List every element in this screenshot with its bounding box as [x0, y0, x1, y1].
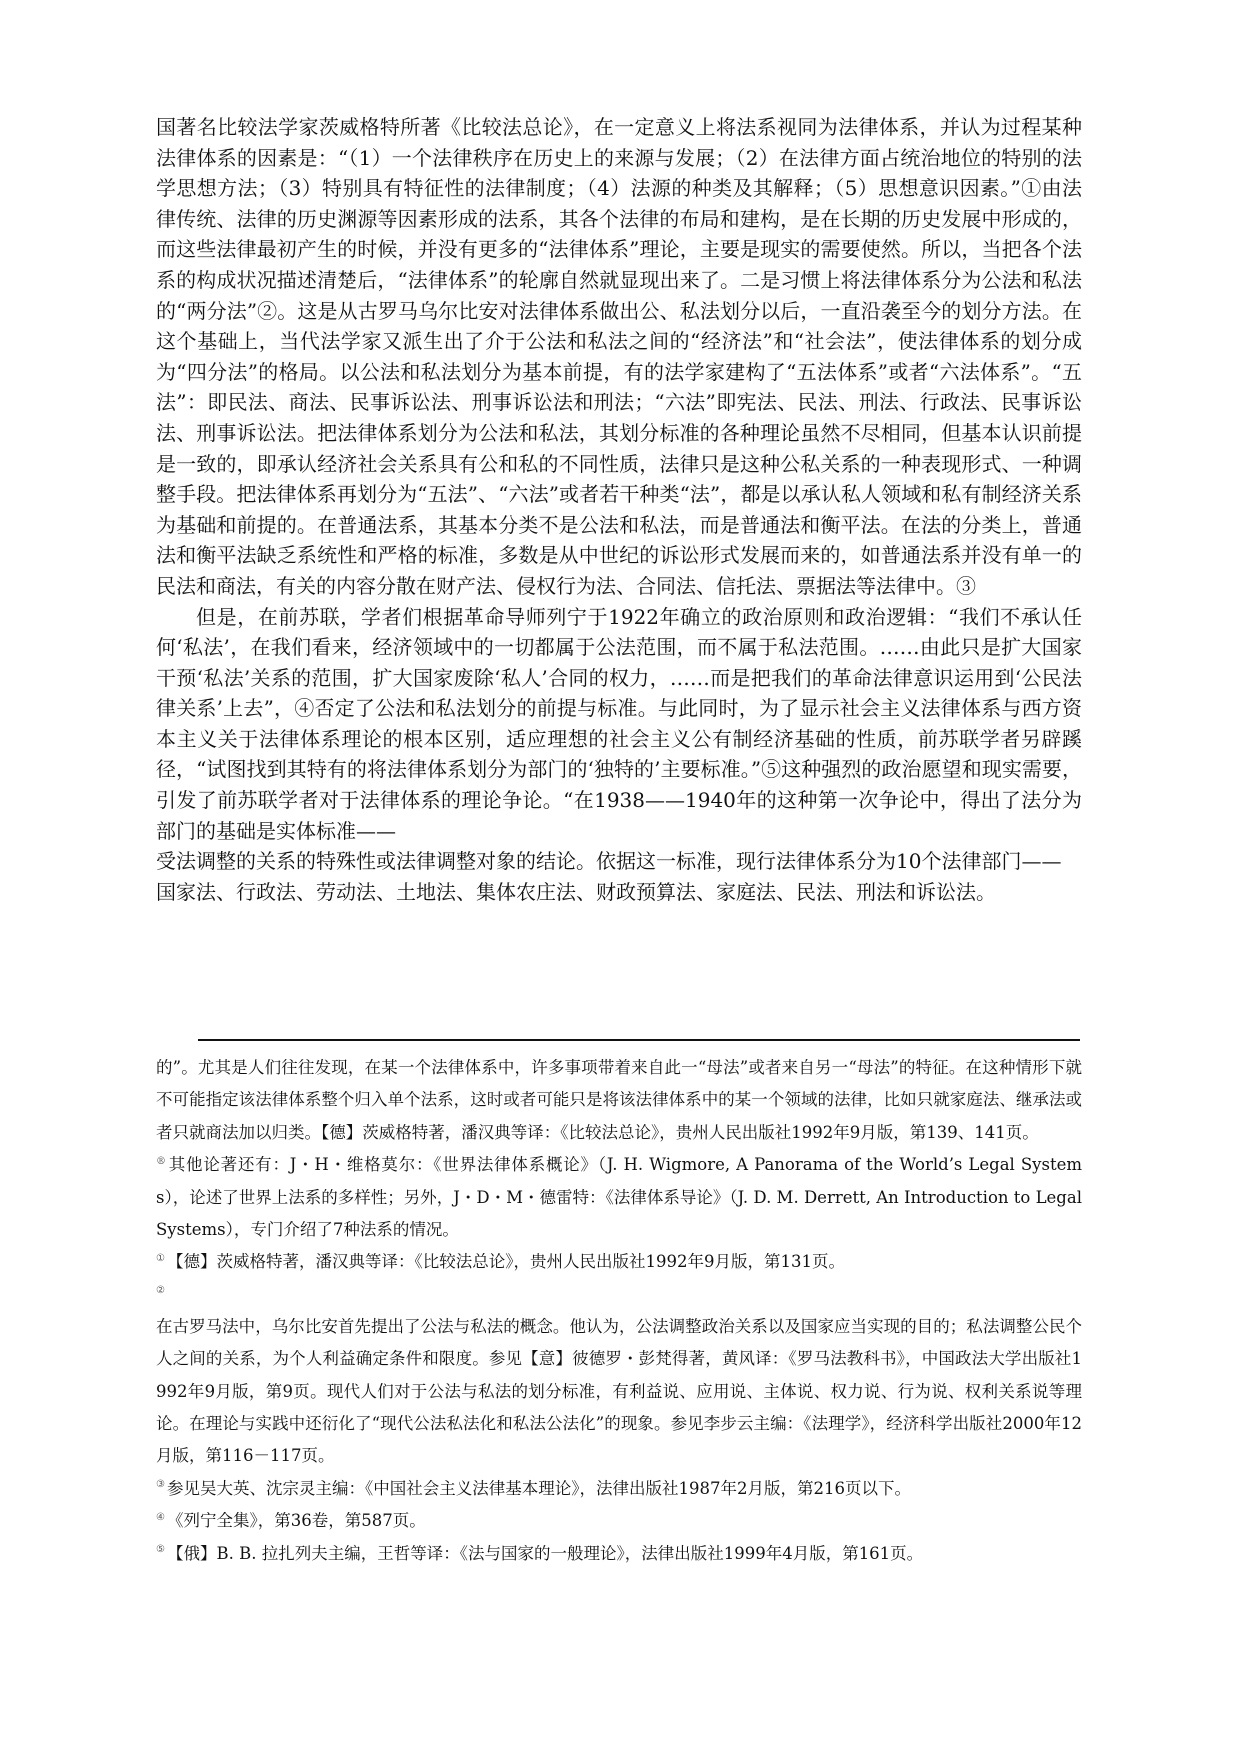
footnote-a: [156, 1149, 1082, 1246]
footnote-2-marker-line: [156, 1279, 1082, 1311]
footnote-2-text: 在古罗马法中，乌尔比安首先提出了公法与私法的概念。他认为，公法调整政治关系以及国家应当实现的目的；私法调整公民个人之间的关系，为个人利益确定条件和限度。参见【意】彼德罗・彭梵得著，黄风译：《罗马法教科书》，中国政法大学出版社1992年9月版，第9页。现代人们对于公法与私法的划分标准，有利益说、应用说、主体说、权力说、行为说、权利关系说等理论。在理论与实践中还衍化了“现代公法私法化和私法公法化”的现象。参见李步云主编：《法理学》，经济科学出版社2000年12月版，第116－117页。: [156, 1316, 1082, 1466]
footnotes: [156, 1052, 1082, 1570]
footnote-5-text: 【俄】B. B. 拉扎列夫主编，王哲等译：《法与国家的一般理论》，法律出版社1999年4月版，第161页。: [166, 1543, 924, 1563]
body-paragraph-2: 但是，在前苏联，学者们根据革命导师列宁于1922年确立的政治原则和政治逻辑：“我们不承认任何‘私法’，在我们看来，经济领域中的一切都属于公法范围，而不属于私法范围。……由此只是扩大国家干预‘私法’关系的范围，扩大国家废除‘私人’合同的权力，……而是把我们的革命法律意识运用到‘公民法律关系’上去”，④否定了公法和私法划分的前提与标准。与此同时，为了显示社会主义法律体系与西方资本主义关于法律体系理论的根本区别，适应理想的社会主义公有制经济基础的性质，前苏联学者另辟蹊径，“试图找到其特有的将法律体系划分为部门的‘独特的’主要标准。”⑤这种强烈的政治愿望和现实需要，引发了前苏联学者对于法律体系的理论争论。“在1938——1940年的这种第一次争论中，得出了法分为部门的基础是实体标准——: [156, 604, 1082, 843]
body-paragraph-3: 受法调整的关系的特殊性或法律调整对象的结论。依据这一标准，现行法律体系分为10个法律部门——: [156, 849, 1062, 874]
footnote-5: [156, 1538, 1082, 1570]
footnote-5-marker: ⑤: [156, 1544, 165, 1556]
footnote-separator: [198, 1039, 1080, 1041]
footnote-4: [156, 1505, 1082, 1537]
footnote-4-marker: ④: [156, 1511, 165, 1523]
footnote-3: [156, 1473, 1082, 1505]
body-paragraph-1: 国著名比较法学家茨威格特所著《比较法总论》，在一定意义上将法系视同为法律体系，并认为过程某种法律体系的因素是：“（1）一个法律秩序在历史上的来源与发展；（2）在法律方面占统治地位的特别的法学思想方法；（3）特别具有特征性的法律制度；（4）法源的种类及其解释；（5）思想意识因素。”①由法律传统、法律的历史渊源等因素形成的法系，其各个法律的布局和建构，是在长期的历史发展中形成的，而这些法律最初产生的时候，并没有更多的“法律体系”理论，主要是现实的需要使然。所以，当把各个法系的构成状况描述清楚后，“法律体系”的轮廓自然就显现出来了。二是习惯上将法律体系分为公法和私法的“两分法”②。这是从古罗马乌尔比安对法律体系做出公、私法划分以后，一直沿袭至今的划分方法。在这个基础上，当代法学家又派生出了介于公法和私法之间的“经济法”和“社会法”，使法律体系的划分成为“四分法”的格局。以公法和私法划分为基本前提，有的法学家建构了“五法体系”或者“六法体系”。“五法”：即民法、商法、民事诉讼法、刑事诉讼法和刑法；“六法”即宪法、民法、刑法、行政法、民事诉讼法、刑事诉讼法。把法律体系划分为公法和私法，其划分标准的各种理论虽然不尽相同，但基本认识前提是一致的，即承认经济社会关系具有公和私的不同性质，法律只是这种公私关系的一种表现形式、一种调整手段。把法律体系再划分为“五法”、“六法”或者若干种类“法”，都是以承认私人领域和私有制经济关系为基础和前提的。在普通法系，其基本分类不是公法和私法，而是普通法和衡平法。在法的分类上，普通法和衡平法缺乏系统性和严格的标准，多数是从中世纪的诉讼形式发展而来的，如普通法系并没有单一的民法和商法，有关的内容分散在财产法、侵权行为法、合同法、信托法、票据法等法律中。③: [156, 115, 1082, 598]
footnote-a-marker: ®: [156, 1155, 166, 1167]
footnote-continuation: 的”。尤其是人们往往发现，在某一个法律体系中，许多事项带着来自此一“母法”或者来自另一“母法”的特征。在这种情形下就不可能指定该法律体系整个归入单个法系，这时或者可能只是将该法律体系中的某一个领域的法律，比如只就家庭法、继承法或者只就商法加以归类。【德】茨威格特著，潘汉典等译：《比较法总论》，贵州人民出版社1992年9月版，第139、141页。: [156, 1058, 1082, 1142]
footnote-4-text: 《列宁全集》，第36卷，第587页。: [166, 1511, 426, 1531]
body-paragraph-4: 国家法、行政法、劳动法、土地法、集体农庄法、财政预算法、家庭法、民法、刑法和诉讼法。: [156, 879, 996, 904]
footnote-1-text: 【德】茨威格特著，潘汉典等译：《比较法总论》，贵州人民出版社1992年9月版，第131页。: [166, 1252, 845, 1272]
footnote-a-text: 其他论著还有：J・H・维格莫尔：《世界法律体系概论》（J. H. Wigmore, A Panorama of the World’s Legal Systems），论述了世界上法系的多样性；另外，J・D・M・德雷特：《法律体系导论》（J. D. M. Derrett, An Introduction to Legal Systems），专门介绍了7种法系的情况。: [156, 1155, 1082, 1240]
footnote-2-marker: ②: [156, 1285, 165, 1297]
main-text: [156, 112, 1082, 907]
footnote-3-text: 参见吴大英、沈宗灵主编：《中国社会主义法律基本理论》，法律出版社1987年2月版，第216页以下。: [166, 1478, 911, 1498]
footnote-1: [156, 1246, 1082, 1278]
footnote-1-marker: ①: [156, 1252, 165, 1264]
footnote-3-marker: ③: [156, 1479, 165, 1491]
